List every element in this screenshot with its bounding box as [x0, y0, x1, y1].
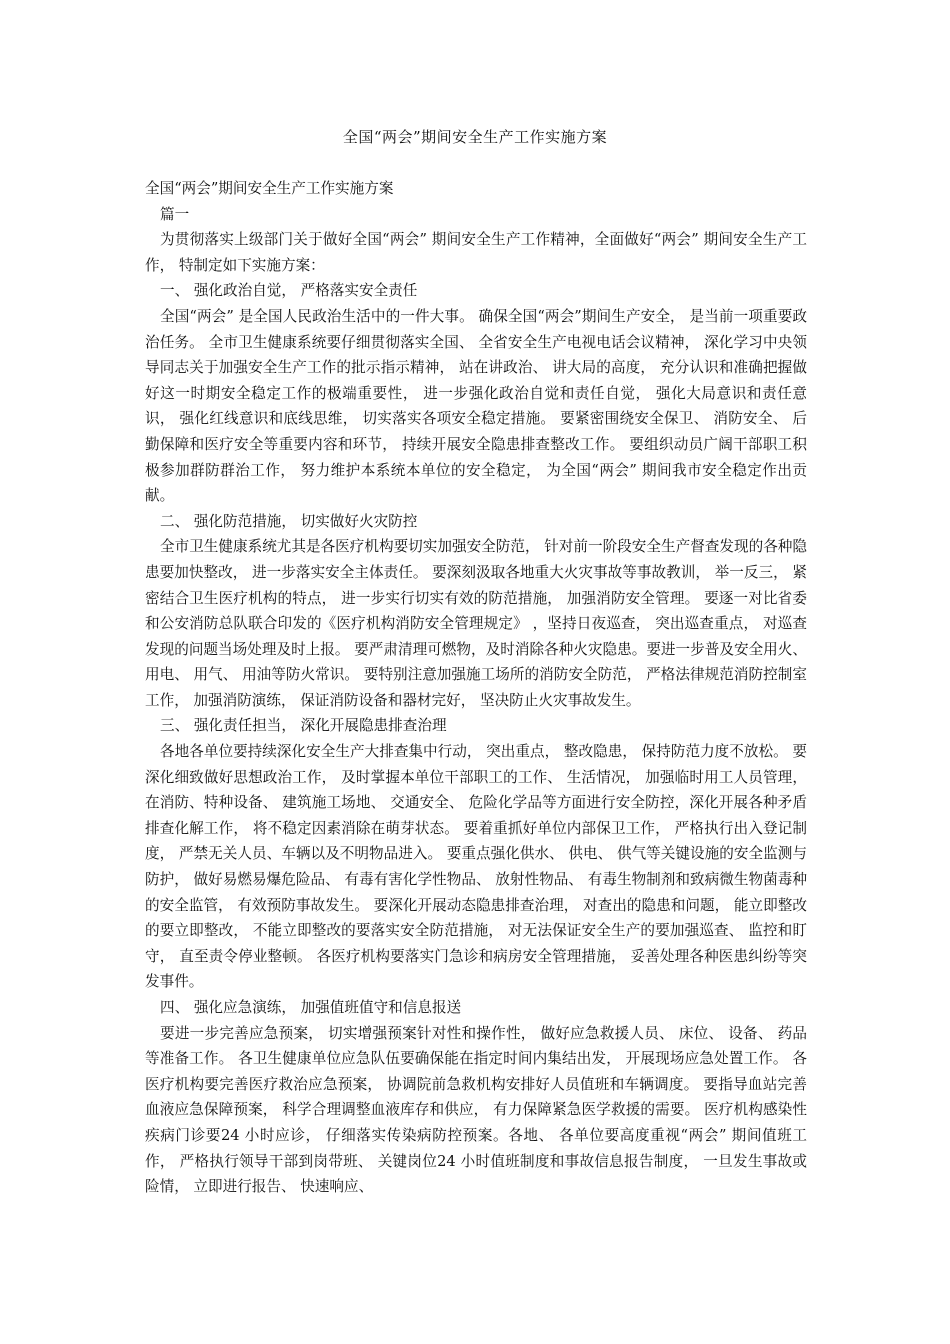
paragraph-section-2: 全市卫生健康系统尤其是各医疗机构要切实加强安全防范， 针对前一阶段安全生产督查发现的各种隐患要加快整改， 进一步落实安全主体责任。 要深刻汲取各地重大火灾事故等事故教训， 举一反三， 紧密结合卫生医疗机构的特点， 进一步实行切实有效的防范措施， 加强消防安全管理。 要逐一对比省委和公安消防总队联合印发的《医疗机构消防安全管理规定》 ，坚持日夜巡查， 突出巡查重点， 对巡查发现的问题当场处理及时上报。 要严肃清理可燃物，及时消除各种火灾隐患。要进一步普及安全用火、 用电、 用气、 用油等防火常识。 要特别注意加强施工场所的消防安全防范， 严格法律规范消防控制室工作， 加强消防演练， 保证消防设备和器材完好， 坚决防止火灾事故发生。: [145, 538, 807, 709]
page-title: 全国“两会”期间安全生产工作实施方案: [342, 128, 608, 146]
paragraph-section-1: 全国“两会” 是全国人民政治生活中的一件大事。 确保全国“两会”期间生产安全， 是当前一项重要政治任务。 全市卫生健康系统要仔细贯彻落实全国、 全省安全生产电视电话会议精神， 深化学习中央领导同志关于加强安全生产工作的批示指示精神， 站在讲政治、 讲大局的高度， 充分认识和准确把握做好这一时期安全稳定工作的极端重要性， 进一步强化政治自觉和责任自觉， 强化大局意识和责任意识， 强化红线意识和底线思维， 切实落实各项安全稳定措施。 要紧密围绕安全保卫、 消防安全、 后勤保障和医疗安全等重要内容和环节， 持续开展安全隐患排查整改工作。 要组织动员广阔干部职工积极参加群防群治工作， 努力维护本系统本单位的安全稳定， 为全国“两会” 期间我市安全稳定作出贡献。: [145, 307, 807, 505]
paragraph-section-3: 各地各单位要持续深化安全生产大排查集中行动， 突出重点， 整改隐患， 保持防范力度不放松。 要深化细致做好思想政治工作， 及时掌握本单位干部职工的工作、 生活情况， 加强临时用工人员管理， 在消防、特种设备、 建筑施工场地、 交通安全、 危险化学品等方面进行安全防控，深化开展各种矛盾排查化解工作， 将不稳定因素消除在萌芽状态。 要着重抓好单位内部保卫工作， 严格执行出入登记制度， 严禁无关人员、车辆以及不明物品进入。 要重点强化供水、 供电、 供气等关键设施的安全监测与防护， 做好易燃易爆危险品、 有毒有害化学性物品、 放射性物品、 有毒生物制剂和致病微生物菌毒种的安全监管， 有效预防事故发生。 要深化开展动态隐患排查治理， 对查出的隐患和问题， 能立即整改的要立即整改， 不能立即整改的要落实安全防范措施， 对无法保证安全生产的要加强巡查、 监控和盯守， 直至责令停业整顿。 各医疗机构要落实门急诊和病房安全管理措施， 妥善处理各种医患纠纷等突发事件。: [145, 743, 807, 991]
heading-section-3: 三、 强化责任担当， 深化开展隐患排查治理: [160, 717, 447, 735]
document-body: [145, 176, 807, 1200]
doc-subtitle: 全国“两会”期间安全生产工作实施方案: [145, 180, 394, 197]
heading-section-1: 一、 强化政治自觉， 严格落实安全责任: [160, 282, 418, 300]
heading-section-4: 四、 强化应急演练， 加强值班值守和信息报送: [160, 999, 462, 1016]
paragraph-section-4: 要进一步完善应急预案， 切实增强预案针对性和操作性， 做好应急救援人员、 床位、 设备、 药品等准备工作。 各卫生健康单位应急队伍要确保能在指定时间内集结出发， 开展现场应急处置工作。 各医疗机构要完善医疗救治应急预案， 协调院前急救机构安排好人员值班和车辆调度。 要指导血站完善血液应急保障预案， 科学合理调整血液库存和供应， 有力保障紧急医学救援的需要。 医疗机构感染性疾病门诊要24 小时应诊， 仔细落实传染病防控预案。各地、 各单位要高度重视“两会” 期间值班工作， 严格执行领导干部到岗带班、 关键岗位24 小时值班制度和事故信息报告制度， 一旦发生事故或险情， 立即进行报告、 快速响应、: [145, 1024, 807, 1196]
heading-section-2: 二、 强化防范措施， 切实做好火灾防控: [160, 512, 418, 530]
section-label-part-one: 篇一: [160, 205, 190, 223]
paragraph-intro: 为贯彻落实上级部门关于做好全国“两会” 期间安全生产工作精神，全面做好“两会” 期间安全生产工作， 特制定如下实施方案：: [145, 231, 807, 274]
